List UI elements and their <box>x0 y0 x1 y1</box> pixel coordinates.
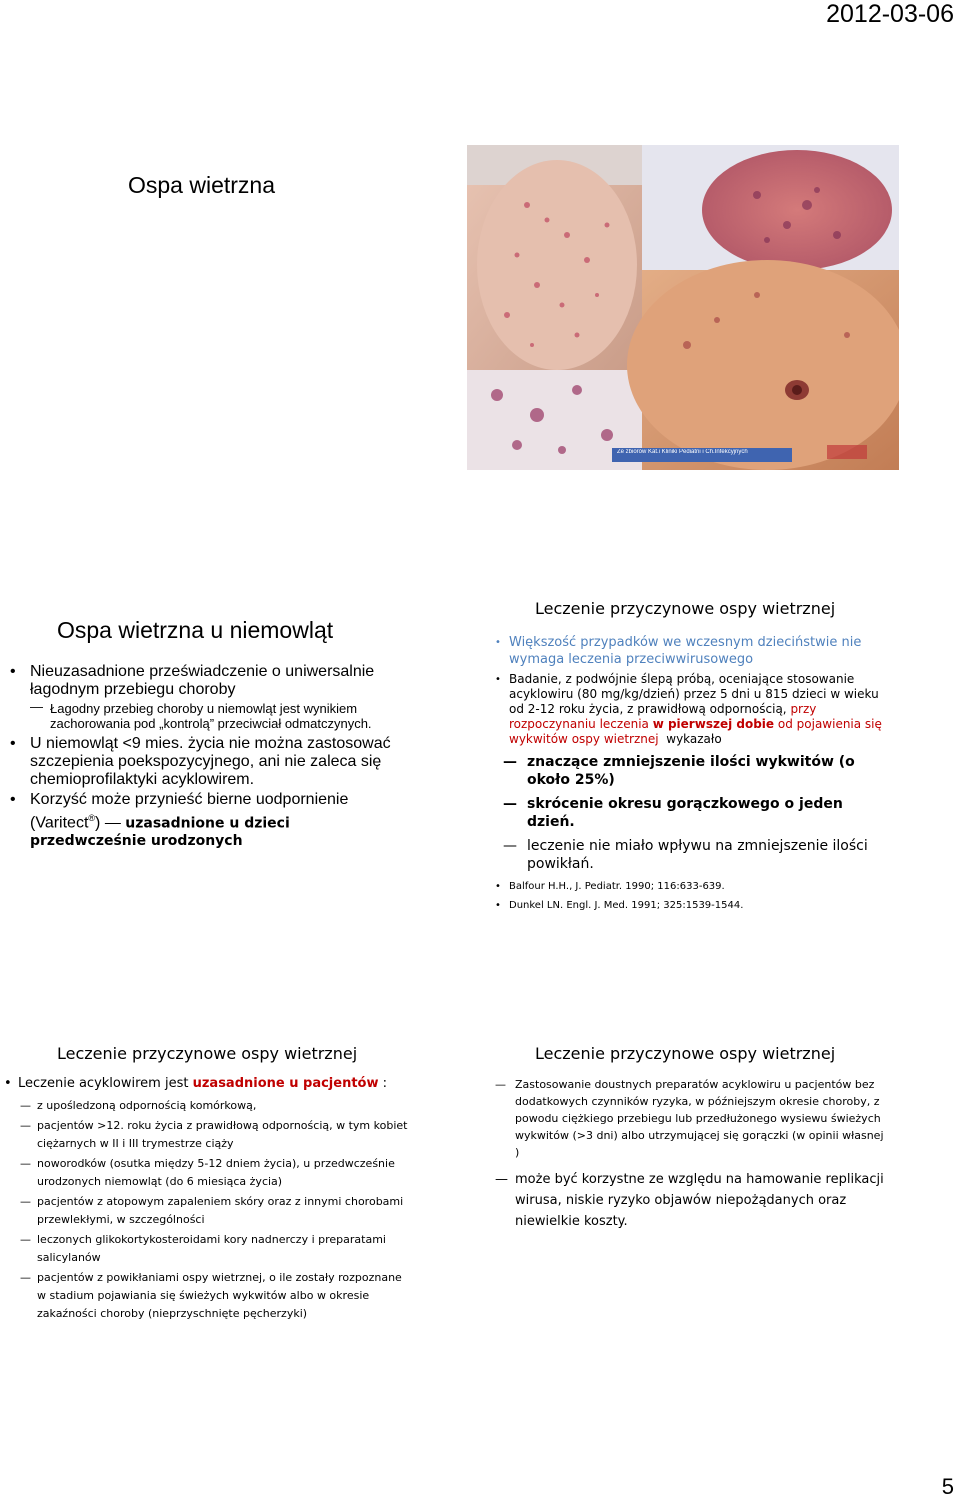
slide4-main-red: uzasadnione u pacjentów <box>192 1076 379 1091</box>
slide3-dash-item: — leczenie nie miało wpływu na zmniejszenie ilości powikłań. <box>495 837 890 873</box>
slide2-b3-close: ) <box>95 814 101 832</box>
slide3-body <box>495 634 890 917</box>
page-number: 5 <box>941 1474 954 1499</box>
slide2-b3-text: Korzyść może przynieść bierne uodpornienie (Varitect <box>30 791 349 832</box>
slide2-b3-dash: — <box>104 814 121 832</box>
slide4-title: Leczenie przyczynowe ospy wietrznej <box>57 1044 358 1063</box>
slide4-item: — pacjentów z atopowym zapaleniem skóry oraz z innymi chorobami przewlekłymi, w szczególności <box>4 1193 414 1229</box>
photo-caption: Ze zbiorów Kat.i Kliniki Pediatrii i Ch.Infekcyjnych <box>617 449 748 455</box>
slide5-item: — Zastosowanie doustnych preparatów acyklowiru u pacjentów bez dodatkowych czynników ryzyka, w późniejszym okresie choroby, z powodu ciężkiego przebiegu lub przedłużonego wysiewu świeżych wykwitów (>3 dni) albo utrzymującej się gorączki (w opinii własnej ) <box>495 1076 885 1161</box>
varicella-photo-collage <box>467 145 899 470</box>
slide4-item: — z upośledzoną odpornością komórkową, <box>4 1097 414 1115</box>
slide2-title: Ospa wietrzna u niemowląt <box>57 617 334 643</box>
slide3-b2-red-bold: w pierwszej dobie <box>652 717 775 731</box>
slide3-dash-item: — znaczące zmniejszenie ilości wykwitów (o około 25%) <box>495 753 890 789</box>
slide4-main-text: Leczenie acyklowirem jest <box>18 1076 189 1091</box>
slide3-title: Leczenie przyczynowe ospy wietrznej <box>535 599 836 618</box>
slide1-title: Ospa wietrzna <box>128 172 276 198</box>
slide5-body <box>495 1076 885 1232</box>
registered-mark: ® <box>88 813 96 823</box>
slide3-dash-item: — skrócenie okresu gorączkowego o jeden dzień. <box>495 795 890 831</box>
slide5-item: — może być korzystne ze względu na hamowanie replikacji wirusa, niskie ryzyko objawów niepożądanych oraz niewielkie koszty. <box>495 1169 885 1232</box>
slide4-main-end: : <box>382 1076 388 1091</box>
slide3-reference: • Dunkel LN. Engl. J. Med. 1991; 325:1539-1544. <box>495 898 890 913</box>
slide3-reference: • Balfour H.H., J. Pediatr. 1990; 116:633-639. <box>495 879 890 894</box>
slide4-main-bullet <box>4 1076 414 1091</box>
slide2-bullet: • Nieuzasadnione przeświadczenie o uniwersalnie łagodnym przebiegu choroby <box>18 663 410 699</box>
slide4-item: — pacjentów >12. roku życia z prawidłową odpornością, w tym kobiet ciężarnych w II i III trymestrze ciąży <box>4 1117 414 1153</box>
slide3-b2-text: Badanie, z podwójnie ślepą próbą, oceniające stosowanie acyklowiru (80 mg/kg/dzień) przez 5 dni u 815 dzieci w wieku od 2-12 roku życia, z prawidłową odpornością, <box>509 672 879 716</box>
slide2-bullet <box>18 791 410 850</box>
slide3-b2-red2: od pojawienia się <box>777 717 882 731</box>
page-date: 2012-03-06 <box>826 0 954 28</box>
slide3-b2-end: wykazało <box>666 732 722 746</box>
slide4-item: — leczonych glikokortykosteroidami kory nadnerczy i preparatami salicylanów <box>4 1231 414 1267</box>
slide4-item: — pacjentów z powikłaniami ospy wietrznej, o ile zostały rozpoznane w stadium pojawiania się świeżych wykwitów albo w okresie zakaźności choroby (nieprzyschnięte pęcherzyki) <box>4 1269 414 1323</box>
slide5-title: Leczenie przyczynowe ospy wietrznej <box>535 1044 836 1063</box>
slide2-b3-bold: uzasadnione u dzieci przedwcześnie urodzonych <box>30 815 290 850</box>
varicella-photo <box>467 145 899 470</box>
slide2-bullet: • U niemowląt <9 mies. życia nie można zastosować szczepienia poekspozycyjnego, ani nie zaleca się chemioprofilaktyki acyklowirem. <box>18 735 410 789</box>
slide3-bullet: • Większość przypadków we wczesnym dzieciństwie nie wymaga leczenia przeciwwirusowego <box>495 634 890 668</box>
slide4-body <box>4 1076 414 1325</box>
slide3-b2-blue: wykwitów ospy wietrznej <box>509 732 659 746</box>
slide2-body <box>18 663 410 852</box>
slide3-bullet <box>495 672 890 747</box>
slide4-item: — noworodków (osutka między 5-12 dniem życia), u przedwcześnie urodzonych niemowląt (do 6 miesiąca życia) <box>4 1155 414 1191</box>
slide3-b2-red: przy rozpoczynaniu leczenia <box>509 702 817 731</box>
slide2-subbullet: — Łagodny przebieg choroby u niemowląt jest wynikiem zachorowania pod „kontrolą” przeciwciał odmatczynych. <box>18 701 410 731</box>
